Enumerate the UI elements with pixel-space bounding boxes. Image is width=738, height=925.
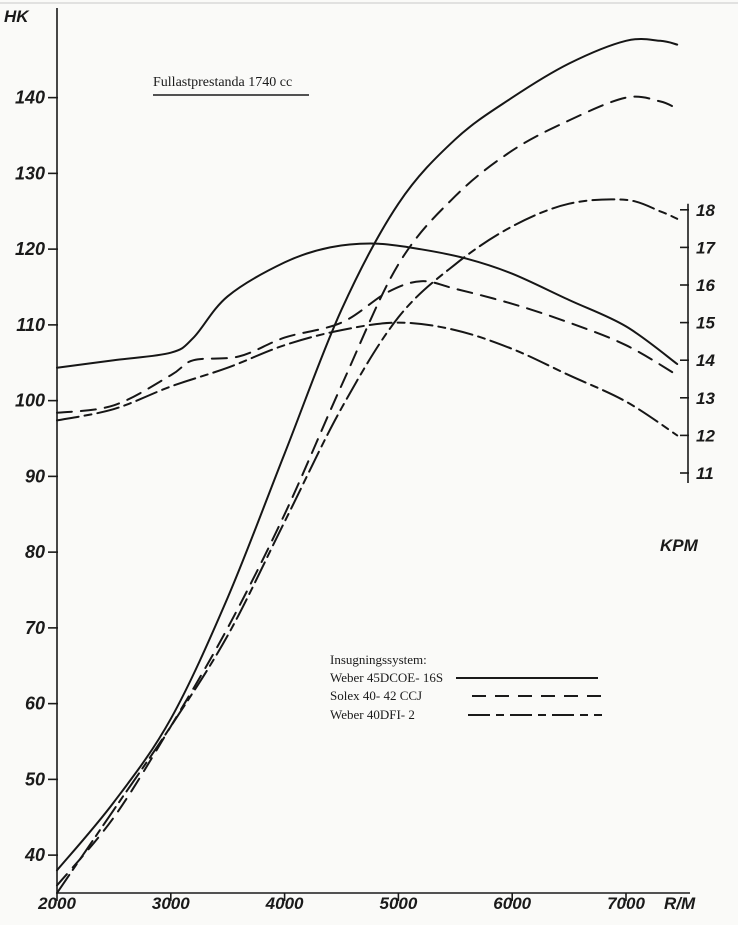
y2-tick-label: 13: [696, 388, 715, 408]
y2-tick-label: 18: [696, 200, 715, 220]
y2-tick-label: 16: [696, 276, 715, 295]
y-tick-label: 110: [16, 314, 45, 335]
curves: [57, 39, 677, 893]
x-tick-label: 3000: [151, 894, 190, 913]
legend-label-weber-40dfi: Weber 40DFI- 2: [330, 707, 415, 722]
axes: [15, 8, 717, 913]
x-tick-label: 6000: [493, 894, 532, 913]
x-tick-label: 2000: [38, 894, 76, 913]
power-curve-weber-45dcoe-16s: [57, 39, 677, 870]
x-tick-label: 5000: [379, 894, 418, 913]
y2-axis-title: KPM: [660, 536, 698, 555]
y-tick-label: 100: [14, 390, 45, 411]
y2-tick-label: 15: [696, 313, 715, 333]
y2-tick-label: 17: [696, 238, 715, 258]
x-tick-label: 4000: [265, 894, 304, 913]
y-tick-label: 120: [14, 239, 45, 260]
y2-tick-label: 11: [696, 464, 714, 483]
legend-label-solex: Solex 40- 42 CCJ: [330, 688, 423, 703]
y-tick-label: 140: [14, 87, 45, 108]
legend-title: Insugningssystem:: [330, 652, 427, 667]
y2-tick-label: 14: [696, 351, 715, 371]
torque-curve-weber-45dcoe-16s: [57, 244, 677, 368]
y-tick-label: 70: [24, 617, 45, 638]
power-curve-weber-40dfi-2: [57, 199, 677, 893]
y-tick-label: 40: [24, 845, 45, 866]
torque-curve-weber-40dfi-2: [57, 323, 677, 436]
y-tick-label: 50: [24, 769, 45, 790]
power-curve-solex-40-42-ccj: [57, 97, 677, 886]
torque-curve-solex-40-42-ccj: [57, 281, 677, 413]
legend: [330, 652, 603, 722]
y-tick-label: 130: [14, 163, 45, 184]
y-tick-label: 60: [24, 693, 45, 714]
x-tick-label: 7000: [607, 894, 645, 913]
y-axis-title: HK: [4, 7, 29, 26]
y-tick-label: 80: [24, 542, 45, 563]
x-axis-title: R/M: [664, 894, 696, 913]
chart-title: Fullastprestanda 1740 cc: [153, 75, 293, 90]
y-tick-label: 90: [24, 466, 45, 487]
legend-label-weber-45dcoe: Weber 45DCOE- 16S: [330, 670, 444, 685]
y2-tick-label: 12: [696, 426, 715, 446]
